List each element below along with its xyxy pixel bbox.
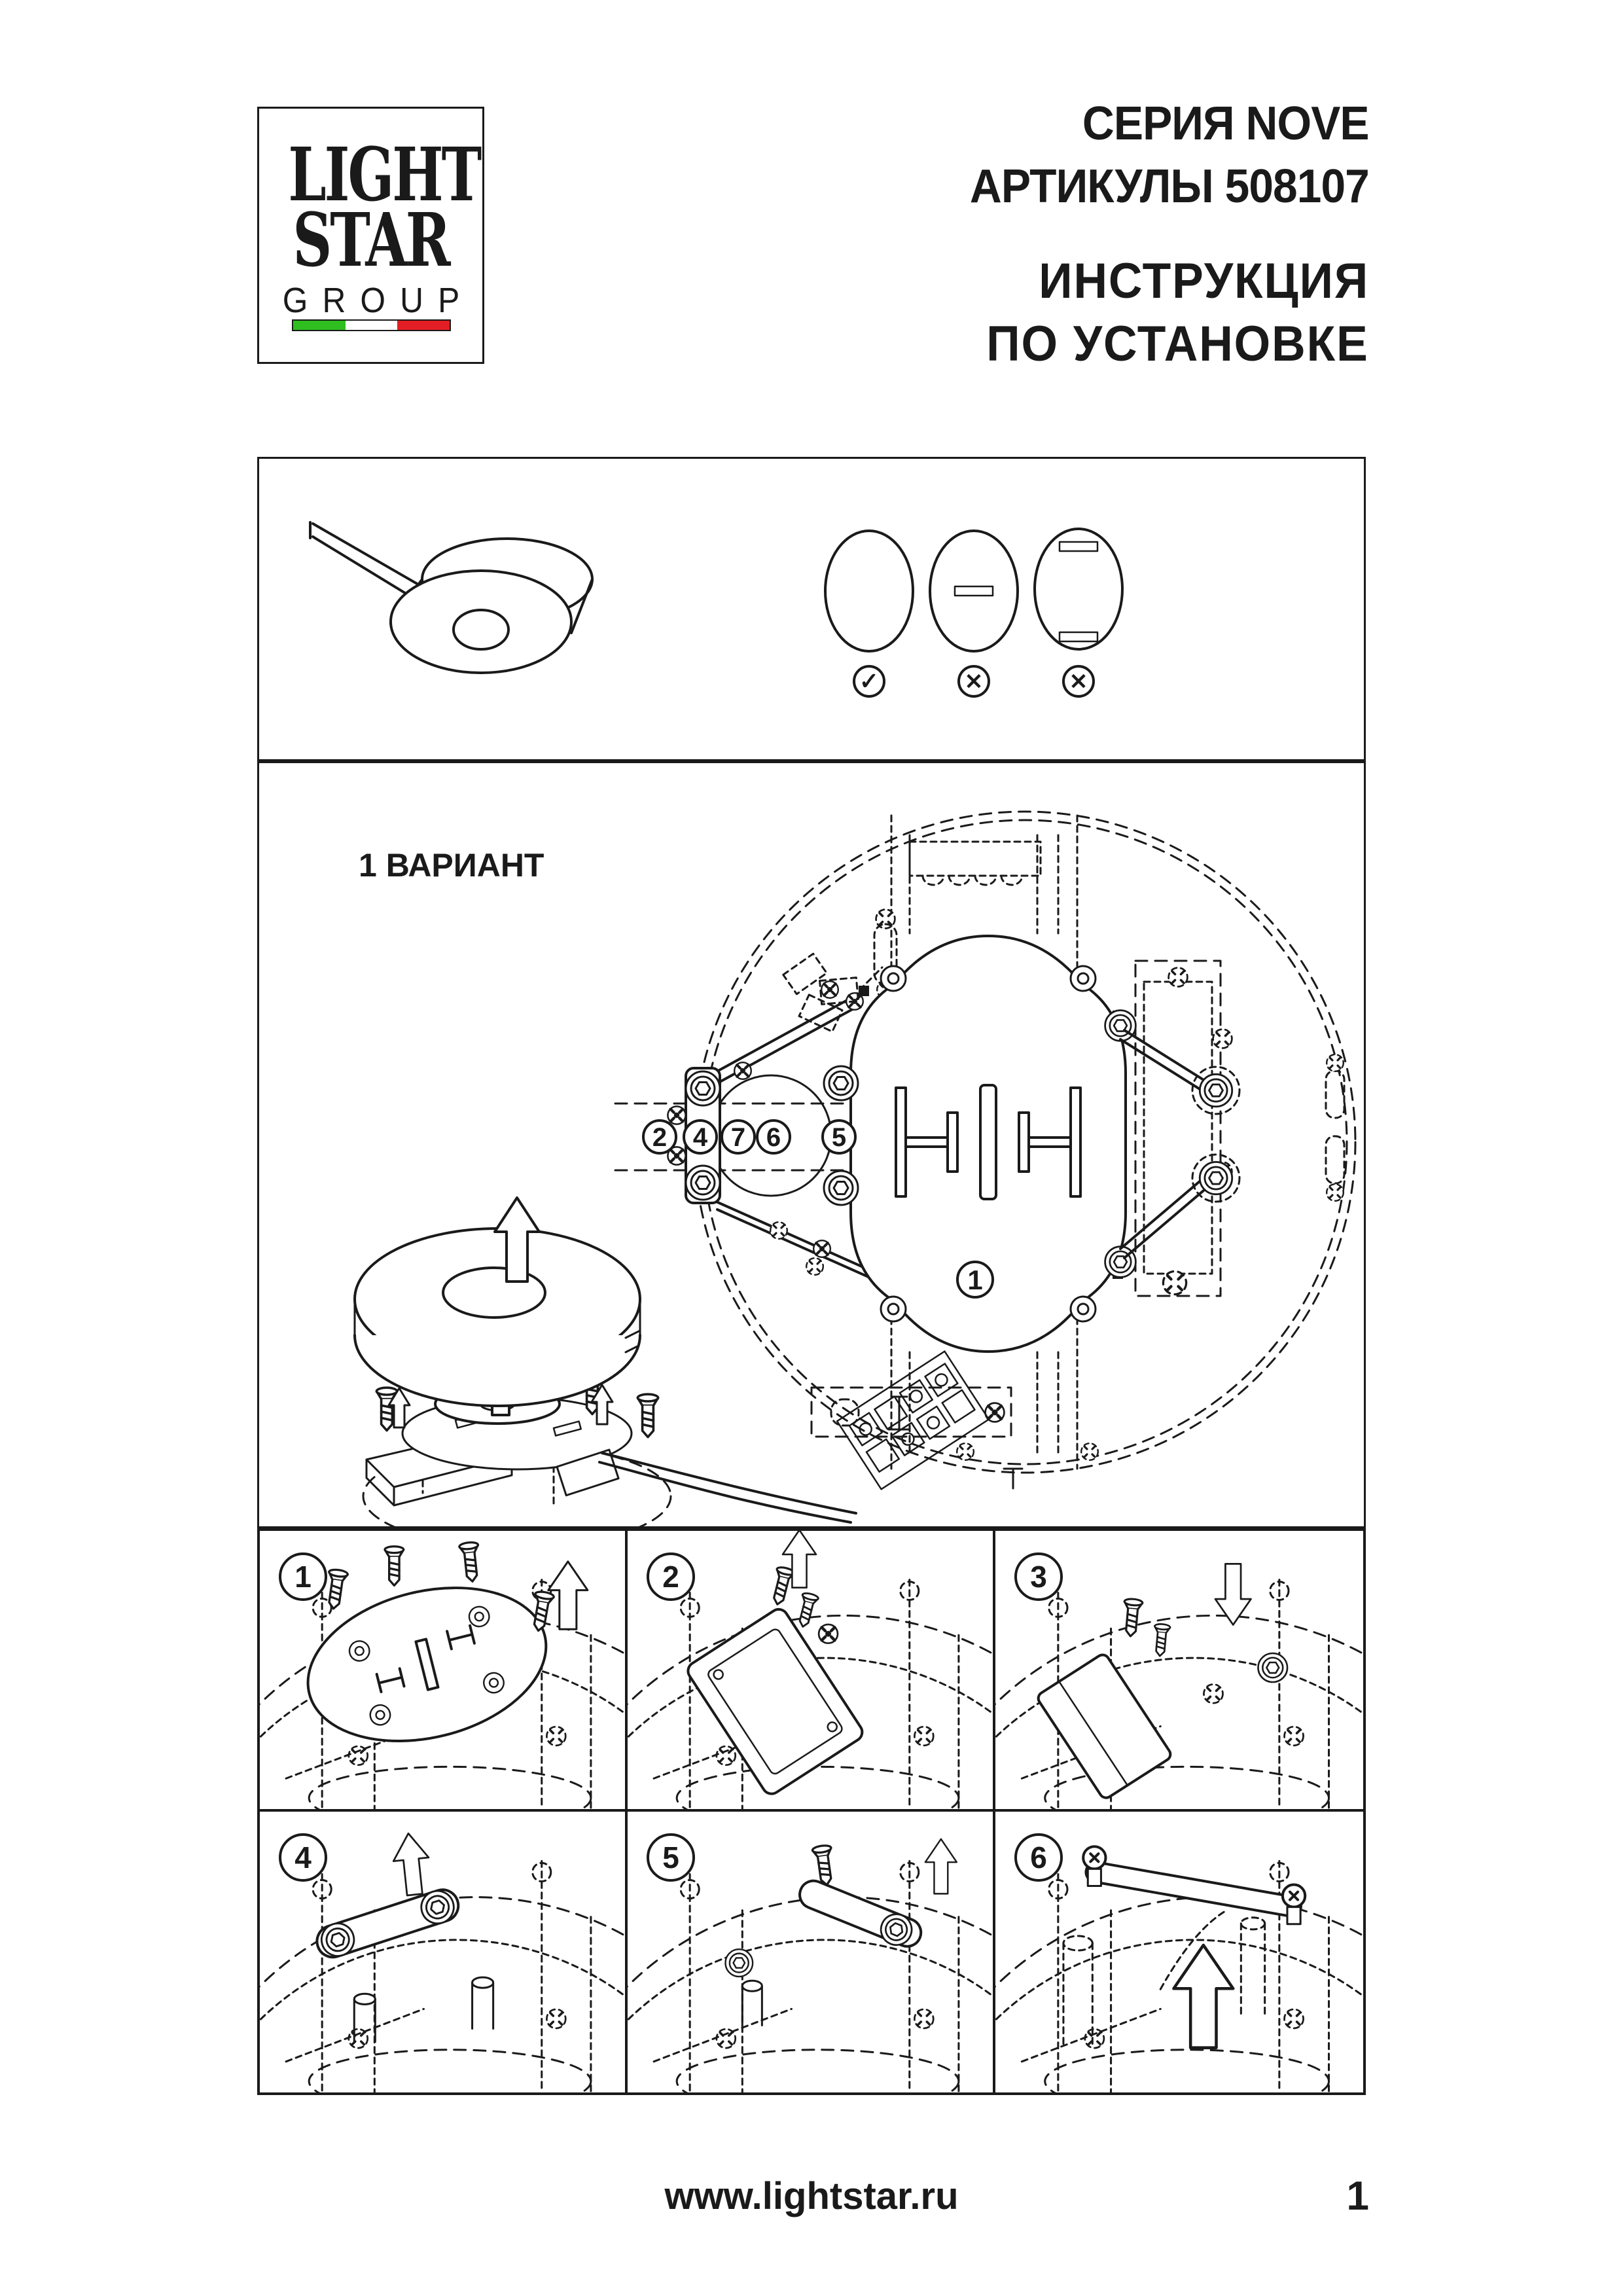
callout-2	[643, 1121, 676, 1153]
ceiling-lamp-drawing	[310, 522, 592, 673]
page-number: 1	[1346, 2174, 1369, 2219]
cross-icon	[959, 666, 989, 696]
terminal-block	[837, 1352, 989, 1490]
svg-text:6: 6	[766, 1123, 781, 1152]
logo-group-text: GROUP	[282, 281, 474, 320]
step-number-badge: 5	[647, 1833, 695, 1882]
svg-text:2: 2	[652, 1123, 668, 1152]
svg-text:1: 1	[967, 1265, 983, 1295]
callout-7	[722, 1121, 755, 1153]
installation-steps-grid	[257, 1528, 1366, 2095]
step-2-panel	[628, 1531, 995, 1812]
step-1-panel	[260, 1531, 628, 1812]
articles-title: АРТИКУЛЫ 508107	[970, 160, 1369, 213]
logo-light-text: LIGHT	[288, 132, 480, 218]
svg-text:5: 5	[831, 1123, 847, 1152]
variant-label: 1 ВАРИАНТ	[359, 847, 544, 884]
svg-text:✓: ✓	[859, 668, 880, 694]
step-number-badge: 6	[1014, 1833, 1063, 1882]
logo-star-text: STAR	[293, 198, 449, 283]
step-number-badge: 4	[279, 1833, 327, 1882]
svg-text:✕: ✕	[964, 670, 984, 694]
bottom-clip-band	[812, 1388, 1098, 1488]
surface-option-center-slot	[930, 531, 1018, 651]
lightstar-logo	[257, 107, 484, 364]
svg-text:✕: ✕	[1069, 670, 1088, 694]
svg-text:7: 7	[730, 1123, 746, 1152]
series-title: СЕРИЯ NOVE	[1082, 98, 1369, 150]
step-5-panel	[628, 1812, 995, 2092]
callout-6	[757, 1121, 790, 1153]
check-icon	[854, 666, 884, 696]
instruction-title-line2: ПО УСТАНОВКЕ	[986, 316, 1369, 372]
step-6-panel	[995, 1812, 1363, 2092]
instruction-title-line1: ИНСТРУКЦИЯ	[1039, 253, 1369, 309]
right-bracket-assembly	[1105, 961, 1344, 1296]
surface-suitability-box	[257, 457, 1366, 761]
step-number-badge: 3	[1014, 1552, 1063, 1601]
flag-red-segment	[397, 321, 450, 330]
step-4-panel	[260, 1812, 628, 2092]
italian-flag-bar	[292, 319, 451, 331]
variant-1-section	[257, 761, 1366, 1528]
svg-text:4: 4	[692, 1123, 708, 1152]
surface-option-two-slots	[1035, 529, 1122, 649]
callout-5	[823, 1121, 855, 1153]
flag-green-segment	[293, 321, 346, 330]
surface-suitability-drawing	[259, 459, 1364, 759]
cross-icon	[1063, 666, 1094, 696]
footer-website-url: www.lightstar.ru	[664, 2175, 959, 2217]
flag-white-segment	[346, 321, 398, 330]
step-number-badge: 2	[647, 1552, 695, 1601]
step-3-panel	[995, 1531, 1363, 1812]
surface-option-plain	[825, 531, 913, 651]
callout-1	[957, 1262, 993, 1297]
step-number-badge: 1	[279, 1552, 327, 1601]
exploded-lamp-drawing	[355, 1198, 856, 1526]
callout-4	[684, 1121, 717, 1153]
